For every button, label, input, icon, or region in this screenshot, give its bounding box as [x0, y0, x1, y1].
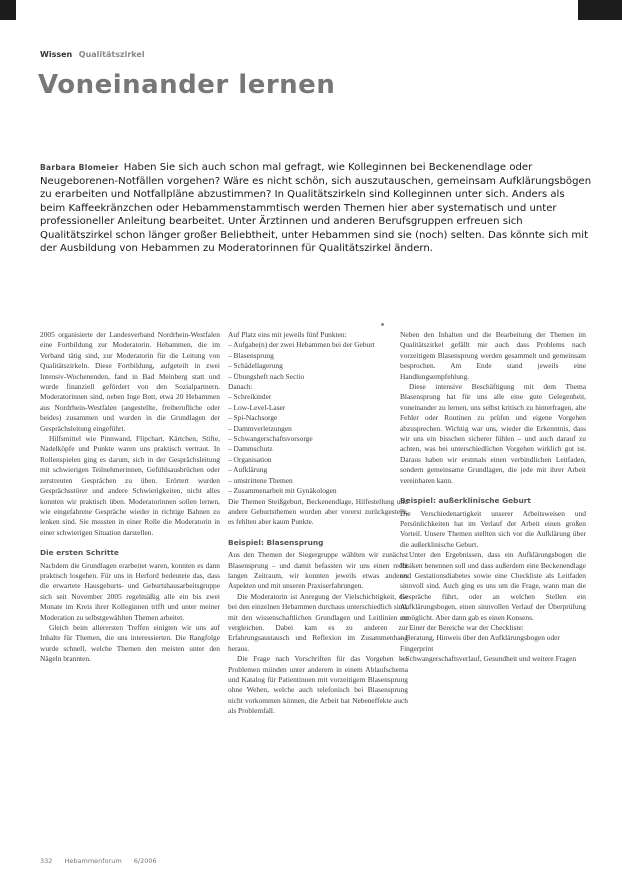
paragraph: Diese intensive Beschäftigung mit dem Thema Blasensprung hat für uns alle eine gute Gelegenheit, voneinander zu lernen, uns selbst kritisch zu hinterfragen, alte Fehler oder Routinen zu prüfen und eigene Vorgehen abzusprechen. Wichtig war uns, wieder die Erkenntnis, dass wir uns ein bisschen sicherer fühlen – und auch darauf zu achten, was bei unterschiedlichen Vorgehen wirklich gut ist. Daraus haben wir erstmals einen verbindlichen Leitfaden, sondern gemeinsame Grundlagen, die jede mit ihrer Arbeit vereinbaren kann. [400, 382, 586, 485]
lead-paragraph [40, 161, 592, 256]
subsection-label: Qualitätszirkel [78, 50, 145, 59]
paragraph: Hilfsmittel wie Pinnwand, Flipchart, Kärtchen, Stifte, Nadelköpfe und Punkte waren uns praktisch vertraut. In Rollenspielen ging es darum, sich in der Gesprächsleitung mit schwierigen Teilnehmerinnen, Gefühlsausbrüchen oder zerstreuten Gesprächen zu üben. Erörtert wurden Gesprächsstörer und andere Schwierigkeiten, nicht alles konnten wir praktisch üben. Moderatorinnen sollen lernen, wie eingefahrene Gespräche wieder in richtige Bahnen zu lenken sind. Sie mussten in einer Rolle die Moderatorin in einer schwierigen Situation darstellen. [40, 434, 220, 537]
paragraph: Danach: [228, 382, 253, 392]
subheading: Die ersten Schritte [40, 548, 119, 558]
list-item: – Aufgabe(n) der zwei Hebammen bei der Geburt [228, 340, 408, 350]
list-item: – Schreikinder [228, 392, 408, 402]
subheading: Beispiel: Blasensprung [228, 537, 324, 547]
list-item: – Low-Level-Laser [228, 403, 408, 413]
list-item: – Organisation [228, 455, 408, 465]
scan-corner-right [578, 0, 622, 20]
list-item: – umstrittene Themen [228, 476, 408, 486]
article-title: Voneinander lernen [38, 70, 336, 100]
section-label: Wissen [40, 50, 73, 59]
paragraph: 2005 organisierte der Landesverband Nordrhein-Westfalen eine Fortbildung zur Moderatorin. Hebammen, die im Verband tätig sind, zur Moderatorin für die Leitung von Qualitätszirkeln. Diese Fortbildung, aufgeteilt in zwei Intensiv-Wochenenden, fand in Bad Meinberg statt und wurde finanziell gefördert von den Sozialpartnern. Moderatorinnen sind, neben Inge Bott, etwa 20 Hebammen aus Nordrhein-Westfalen (angestellte, freiberufliche oder beides) zusammen und wurden in die Grundlagen der Gesprächsleitung eingeführt. [40, 330, 220, 433]
author-name: Barbara Blomeier [40, 163, 119, 172]
paragraph: Die Moderatorin ist Anregung der Vielschichtigkeit, die bei den einzelnen Hebammen durchaus unterschiedlich sind, mit den wissenschaftlichen Grundlagen und Leitlinien zu vergleichen. Dabei kam es zu anderen zur Erfahrungsaustausch und Reflexion im Zusammenhang heraus. [228, 591, 408, 653]
list-item: – Zusammenarbeit mit Gynäkologen [228, 486, 408, 496]
list-item: – Dammschutz [228, 444, 408, 454]
list-item: – Übungsheft nach Sectio [228, 372, 408, 382]
list-item: – Beratung, Hinweis über den Aufklärungsbogen oder Fingerprint [400, 633, 586, 654]
journal-name: Hebammenforum [64, 857, 122, 865]
page-footer [40, 857, 167, 865]
column-1 [40, 330, 220, 665]
paragraph: Die Themen Steißgeburt, Beckenendlage, Hilfestellung und andere Geburtsthemen wurden aber vorerst zurückgestellt, es fehlten aber kaum Punkte. [228, 496, 408, 527]
list-item: – Schädellagerung [228, 361, 408, 371]
page-number: 332 [40, 857, 53, 865]
paragraph: Die Verschiedenartigkeit unserer Arbeitsweisen und Persönlichkeiten hat im Verlauf der Arbeit einen großen Vorteil. Unsere Themen stellten sich vor die Aufklärung über die außerklinische Geburt. [400, 508, 586, 549]
paragraph: Gleich beim allerersten Treffen einigten wir uns auf Inhalte für Themen, die uns interessierten. Die Rangfolge wurde schnell, welche Themen den meisten unter den Nägeln brannten. [40, 622, 220, 664]
running-head [40, 50, 145, 59]
topic-list [228, 340, 408, 382]
paragraph: Die Frage nach Vorschriften für das Vorgehen bei Problemen münden unter anderem in einem Ablaufschema und Katalog für Patientinnen mit vorzeitigem Blasensprung ohne Wehen, welche auch telefonisch bei Blasensprung nicht vorkommen können, die Arbeit hat Nebeneffekte auch als Problemfall. [228, 654, 408, 716]
topic-list [228, 392, 408, 496]
paragraph: Unter den Ergebnissen, dass ein Aufklärungsbogen die Risiken benennen soll und dass außerdem eine Beckenendlage und Gestationsdiabetes sowie eine Checkliste als Leitfaden sinnvoll sind. Auch ging es uns um die Frage, wann man die Gespräche führt, oder an welchen Stellen ein Aufklärungsbogen, einen sinnvollen Verlauf der Überprüfung ermöglicht. Aber dann gab es einen Konsens. [400, 550, 586, 622]
column-3 [400, 330, 586, 665]
list-item: – Spi-Nachsorge [228, 413, 408, 423]
column-2 [228, 330, 408, 717]
list-item: – Aufklärung [228, 465, 408, 475]
paragraph: Einer der Bereiche war der Checkliste: [409, 622, 524, 632]
list-item: – Dammverletzungen [228, 424, 408, 434]
section-divider [381, 323, 384, 326]
paragraph: Auf Platz eins mit jeweils fünf Punkten: [228, 330, 347, 339]
checklist [400, 633, 586, 664]
paragraph: Nachdem die Grundlagen erarbeitet waren, konnten es dann praktisch losgehen. Für uns in Herford bedeutete das, dass die erwartete Hausgeburts- und Geburtshausarbeitsgruppe sich seit November 2005 regelmäßig alle ein bis zwei Monate im Kreis ihrer Kolleginnen trifft und unter meiner Moderation zu selbstgewählten Themen arbeitet. [40, 560, 220, 622]
scan-corner-left [0, 0, 16, 20]
list-item: – Schwangerschaftsverlauf, Gesundheit und weitere Fragen [400, 654, 586, 664]
lead-text: Haben Sie sich auch schon mal gefragt, wie Kolleginnen bei Beckenendlage oder Neugeborenen-Notfällen vorgehen? Wäre es nicht schön, sich auszutauschen, gemeinsam Aufklärungsbögen zu erarbeiten und Notfallpläne abzustimmen? In Qualitätszirkeln sind Kolleginnen unter sich. Anders als beim Kaffeekränzchen oder Hebammenstammtisch werden Themen hier aber systematisch und unter professioneller Anleitung bearbeitet. Unter Ärztinnen und anderen Berufsgruppen erfreuen sich Qualitätszirkel schon länger großer Beliebtheit, unter Hebammen sind sie (noch) selten. Das könnte sich mit der Ausbildung von Hebammen zu Moderatorinnen für Qualitätszirkel ändern. [40, 162, 592, 254]
paragraph: Neben den Inhalten und die Bearbeitung der Themen im Qualitätszirkel gefällt mir auch dass Problems nach vorzeitigem Blasensprung werden gesammelt und gemeinsam besprochen. Am Ende stand jeweils eine Handlungsempfehlung. [400, 330, 586, 381]
list-item: – Blasensprung [228, 351, 408, 361]
list-item: – Schwangerschaftsvorsorge [228, 434, 408, 444]
subheading: Beispiel: außerklinische Geburt [400, 496, 531, 506]
issue-number: 6/2006 [133, 857, 157, 865]
paragraph: Aus den Themen der Siegergruppe wählten wir zunächst Blasensprung – und damit befassten wir uns einen recht langen Zeitraum, wir konnten jeweils etwas anderes Aspekten und mit unseren Praxiserfahrungen. [228, 550, 408, 591]
